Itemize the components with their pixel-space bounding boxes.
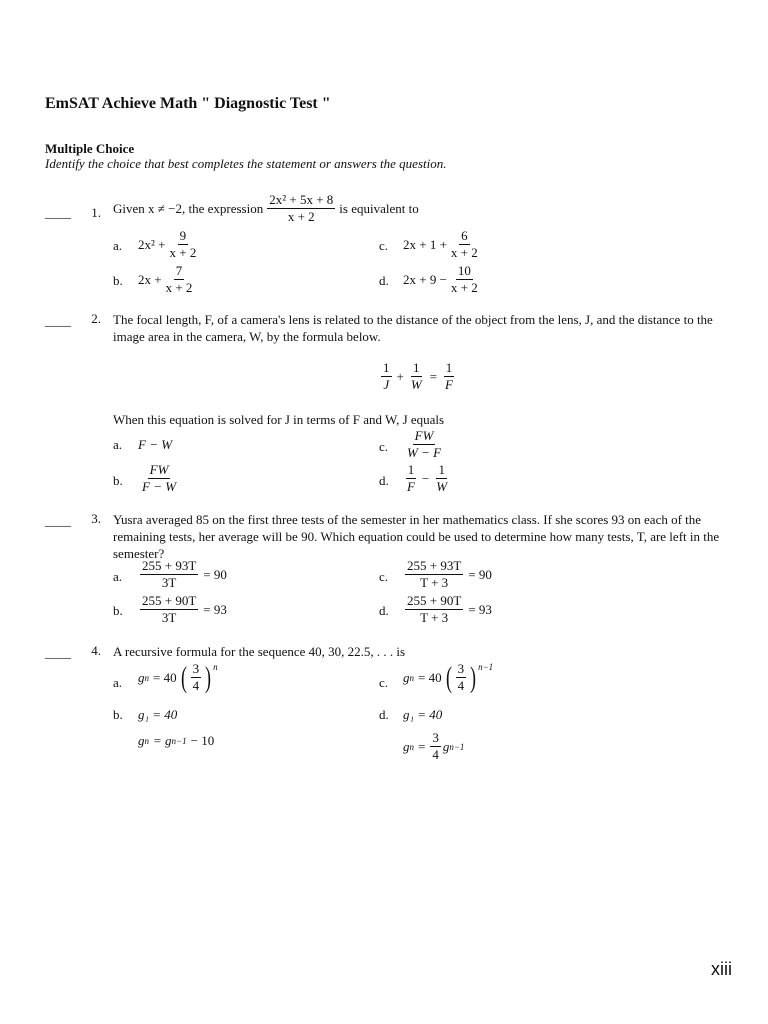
option-c[interactable] — [403, 662, 493, 693]
plus-sign: + — [396, 368, 404, 384]
option-d[interactable] — [403, 463, 451, 494]
option-label: a. — [113, 238, 123, 253]
right-paren-icon: ) — [470, 660, 477, 694]
option-fraction — [449, 229, 480, 260]
question-text: The focal length, F, of a camera's lens is related to the distance of the object from the lens, J, and the distance to the image area in the camera, W, by the formula below. — [113, 312, 713, 344]
option-b[interactable] — [138, 594, 227, 625]
option-fraction — [430, 731, 441, 762]
fraction-denominator: F — [407, 479, 415, 494]
option-a[interactable] — [138, 229, 200, 260]
fraction-denominator: 4 — [192, 678, 200, 693]
fraction-numerator: 1 — [407, 462, 415, 477]
option-fraction — [167, 229, 198, 260]
option-fraction — [140, 559, 198, 590]
option-a[interactable] — [138, 662, 218, 693]
fraction-numerator: 255 + 90T — [142, 593, 197, 608]
answer-blank[interactable]: ____ — [45, 645, 71, 660]
fraction-denominator: T + 3 — [420, 575, 449, 590]
option-fraction — [164, 264, 195, 295]
left-paren-icon: ( — [180, 660, 187, 694]
option-d[interactable] — [403, 594, 492, 625]
option-label: a. — [113, 675, 123, 690]
option-fraction — [456, 662, 467, 693]
fraction-denominator: 3T — [161, 610, 177, 625]
sequence-term: g — [403, 738, 410, 754]
option-expression: 2x + — [138, 271, 162, 287]
section-instructions: Identify the choice that best completes the statement or answers the question. — [45, 156, 447, 171]
fraction-denominator: 4 — [457, 678, 465, 693]
fraction-denominator: W — [436, 479, 448, 494]
question-text-before: Given x ≠ −2, the expression — [113, 200, 264, 216]
sequence-term: g — [403, 669, 410, 685]
focal-formula — [379, 361, 457, 392]
option-d-line-2[interactable] — [403, 731, 464, 762]
fraction-numerator: 1 — [438, 462, 445, 477]
fraction-denominator: x + 2 — [450, 245, 478, 260]
option-b[interactable] — [138, 463, 180, 494]
option-fraction — [405, 594, 463, 625]
sequence-term: g — [138, 669, 145, 685]
option-label: c. — [379, 238, 389, 253]
fraction-denominator: x + 2 — [450, 280, 478, 295]
equals-sign: = — [418, 738, 426, 754]
fraction-denominator: F − W — [142, 479, 177, 494]
fraction-denominator: F — [445, 377, 453, 392]
fraction-numerator: 1 — [383, 360, 390, 375]
option-c[interactable] — [403, 559, 492, 590]
exponent: n — [213, 662, 218, 672]
option-expression: g₁ = 40 — [138, 707, 178, 722]
question-number: 1. — [91, 205, 101, 220]
answer-blank[interactable]: ____ — [45, 313, 71, 328]
question-number: 2. — [91, 311, 101, 326]
option-c[interactable] — [403, 229, 482, 260]
section-heading: Multiple Choice — [45, 141, 135, 156]
sequence-term: g — [138, 733, 145, 748]
option-c[interactable] — [403, 429, 445, 460]
page-number: xiii — [711, 959, 732, 979]
equals-sign: = — [429, 368, 438, 384]
fraction-denominator: 4 — [432, 747, 439, 762]
subscript: n — [144, 736, 149, 746]
fraction-numerator: 3 — [432, 730, 439, 745]
equals-expression: = 40 — [153, 669, 177, 685]
fraction-numerator: 10 — [457, 263, 471, 278]
option-d[interactable] — [403, 264, 482, 295]
fraction-denominator: 3T — [161, 575, 177, 590]
option-expression: F − W — [138, 437, 173, 452]
formula-term — [381, 361, 392, 392]
option-label: b. — [113, 273, 123, 288]
option-expression: 2x² + — [138, 236, 166, 252]
answer-blank[interactable]: ____ — [45, 205, 71, 220]
option-expression: 2x + 9 − — [403, 271, 447, 287]
option-label: a. — [113, 569, 123, 584]
option-fraction — [405, 463, 417, 494]
option-tail: − 10 — [190, 733, 215, 748]
fraction-denominator: x + 2 — [165, 280, 193, 295]
option-d-line-1[interactable] — [403, 707, 442, 723]
option-expression: 2x + 1 + — [403, 236, 447, 252]
option-expression: g₁ = 40 — [403, 707, 443, 722]
option-b-line-2[interactable] — [138, 733, 214, 749]
option-fraction — [140, 463, 178, 494]
expression-fraction — [267, 193, 335, 224]
option-fraction — [140, 594, 198, 625]
fraction-denominator: W — [410, 377, 422, 392]
option-label: a. — [113, 437, 123, 452]
fraction-denominator: x + 2 — [287, 209, 315, 224]
answer-blank[interactable]: ____ — [45, 513, 71, 528]
option-fraction — [191, 662, 202, 693]
exponent: n−1 — [478, 662, 494, 672]
option-label: b. — [113, 707, 123, 722]
subscript: n−1 — [171, 736, 187, 746]
fraction-numerator: 255 + 90T — [407, 593, 462, 608]
option-label: d. — [379, 603, 389, 618]
fraction-numerator: 2x² + 5x + 8 — [269, 192, 334, 207]
fraction-numerator: 7 — [175, 263, 183, 278]
question-number: 3. — [91, 511, 101, 526]
option-label: b. — [113, 603, 123, 618]
option-fraction — [449, 264, 480, 295]
option-a[interactable] — [138, 559, 227, 590]
fraction-denominator: J — [383, 377, 390, 392]
fraction-numerator: 1 — [413, 360, 420, 375]
question-text: Yusra averaged 85 on the first three tests of the semester in her mathematics class. If she scores 93 on each of the remaining tests, her average will be 90. Which equation could be used to determine how many tests, T, are left in the semester? — [113, 512, 720, 561]
fraction-denominator: W − F — [407, 445, 442, 460]
option-rhs: = 90 — [203, 566, 227, 582]
fraction-numerator: 6 — [461, 228, 468, 243]
subscript: n — [409, 672, 414, 683]
fraction-denominator: T + 3 — [420, 610, 449, 625]
sequence-term: g — [442, 738, 450, 754]
page-title: EmSAT Achieve Math " Diagnostic Test " — [45, 95, 331, 112]
left-paren-icon: ( — [445, 660, 452, 694]
equals-expression: = g — [153, 733, 172, 748]
option-rhs: = 93 — [203, 601, 227, 617]
option-fraction — [405, 559, 463, 590]
fraction-numerator: 3 — [192, 661, 200, 676]
fraction-denominator: x + 2 — [169, 245, 197, 260]
option-label: c. — [379, 439, 389, 454]
fraction-numerator: FW — [149, 462, 169, 477]
option-b[interactable] — [138, 264, 196, 295]
option-label: b. — [113, 473, 123, 488]
option-label: d. — [379, 473, 389, 488]
option-label: d. — [379, 273, 389, 288]
option-rhs: = 93 — [468, 601, 492, 617]
fraction-numerator: 3 — [457, 661, 465, 676]
option-label: c. — [379, 569, 389, 584]
subscript: n — [409, 741, 414, 752]
right-paren-icon: ) — [205, 660, 212, 694]
question-text-after: is equivalent to — [339, 200, 419, 216]
question-followup: When this equation is solved for J in terms of F and W, J equals — [113, 412, 445, 427]
option-fraction — [434, 463, 449, 494]
subscript: n — [144, 672, 149, 683]
fraction-numerator: 1 — [445, 360, 453, 375]
formula-term — [409, 361, 424, 392]
fraction-numerator: FW — [414, 428, 434, 443]
minus-sign: − — [421, 470, 430, 486]
fraction-numerator: 255 + 93T — [407, 558, 462, 573]
option-fraction — [405, 429, 443, 460]
option-b-line-1[interactable] — [138, 707, 177, 723]
question-text: A recursive formula for the sequence 40, 30, 22.5, . . . is — [113, 644, 406, 659]
question-text — [113, 193, 419, 224]
equals-expression: = 40 — [418, 669, 442, 685]
formula-term — [443, 361, 455, 392]
option-label: d. — [379, 707, 389, 722]
fraction-numerator: 255 + 93T — [142, 558, 197, 573]
question-number: 4. — [91, 643, 101, 658]
option-a[interactable] — [138, 437, 172, 453]
subscript: n−1 — [449, 741, 465, 752]
option-rhs: = 90 — [468, 566, 492, 582]
option-label: c. — [379, 675, 389, 690]
fraction-numerator: 9 — [179, 228, 187, 243]
